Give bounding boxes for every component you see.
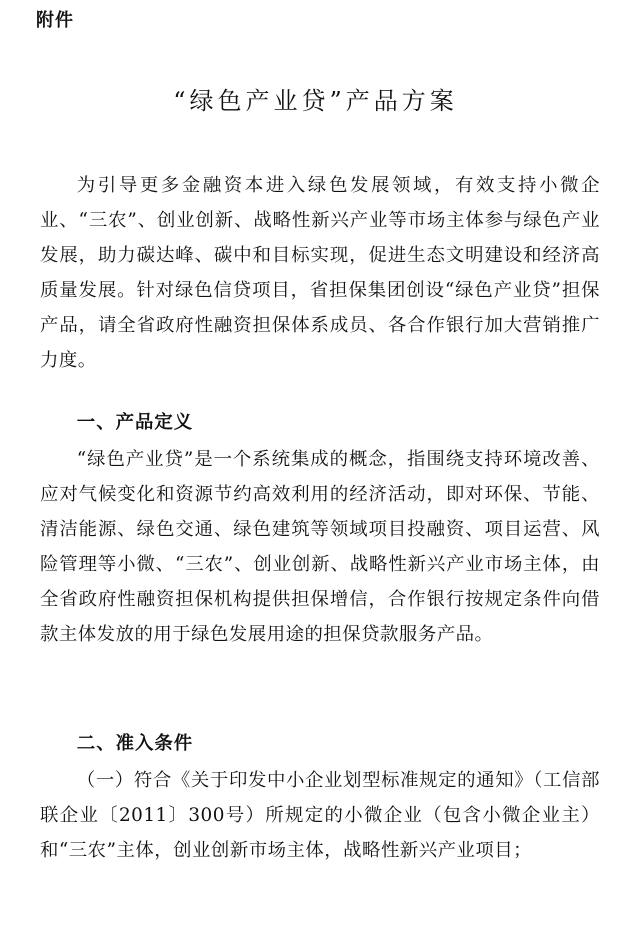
section-heading-product-definition: 一、产品定义 [76, 412, 194, 433]
section-body-admission-conditions: （一）符合《关于印发中小企业划型标准规定的通知》（工信部联企业〔2011〕300号）所规定的小微企业（包含小微企业主）和“三农”主体，创业创新市场主体，战略性新兴产业项目； [40, 770, 600, 861]
section-heading-admission-conditions: 二、准入条件 [76, 733, 194, 754]
section-body-product-definition: “绿色产业贷”是一个系统集成的概念，指围绕支持环境改善、应对气候变化和资源节约高效利用的经济活动，即对环保、节能、清洁能源、绿色交通、绿色建筑等领域项目投融资、项目运营、风险管理等小微、“三农”、创业创新、战略性新兴产业市场主体，由全省政府性融资担保机构提供担保增信，合作银行按规定条件向借款主体发放的用于绿色发展用途的担保贷款服务产品。 [40, 449, 600, 645]
intro-paragraph: 为引导更多金融资本进入绿色发展领域，有效支持小微企业、“三农”、创业创新、战略性新兴产业等市场主体参与绿色产业发展，助力碳达峰、碳中和目标实现，促进生态文明建设和经济高质量发展。针对绿色信贷项目，省担保集团创设“绿色产业贷”担保产品，请全省政府性融资担保体系成员、各合作银行加大营销推广力度。 [40, 175, 600, 371]
document-title: “绿色产业贷”产品方案 [173, 87, 458, 115]
attachment-label: 附件 [36, 10, 74, 31]
